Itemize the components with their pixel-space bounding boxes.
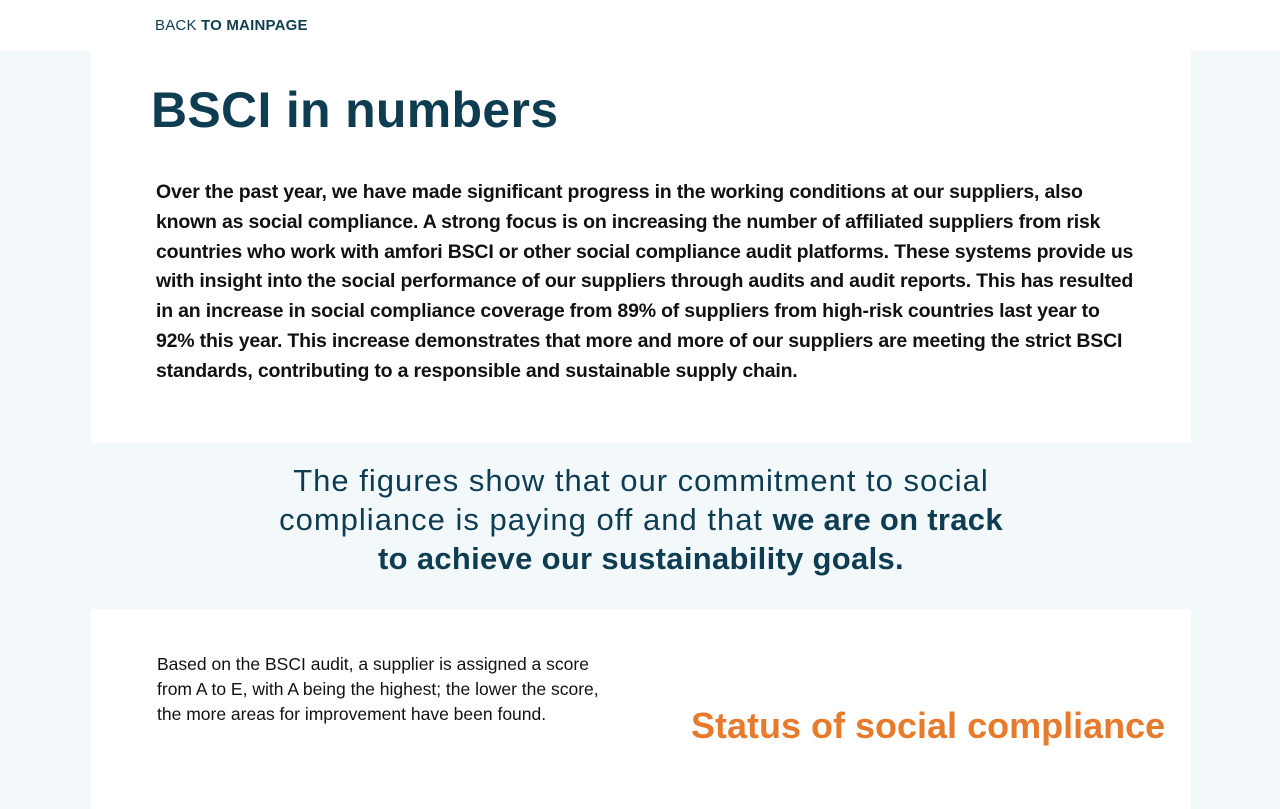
score-section	[91, 609, 1191, 809]
quote-light: The figures show that our commitment to social compliance is paying off and that	[279, 463, 989, 537]
back-bold: TO MAINPAGE	[201, 17, 308, 34]
back-to-mainpage-link[interactable]	[155, 17, 308, 34]
section-heading: Status of social compliance	[691, 705, 1166, 746]
back-prefix: BACK	[155, 17, 197, 34]
intro-paragraph: Over the past year, we have made significant progress in the working conditions at our suppliers, also known as social compliance. A strong focus is on increasing the number of affiliated suppliers from risk countries who work with amfori BSCI or other social compliance audit platforms. These systems provide us with insight into the social performance of our suppliers through audits and audit reports. This has resulted in an increase in social compliance coverage from 89% of suppliers from high-risk countries last year to 92% this year. This increase demonstrates that more and more of our suppliers are meeting the strict BSCI standards, contributing to a responsible and sustainable supply chain.	[156, 181, 1134, 382]
page-title: BSCI in numbers	[151, 82, 559, 138]
quote-bold: we are on track to achieve our sustainability goals.	[378, 502, 1003, 576]
quote-text	[261, 461, 1021, 578]
score-description: Based on the BSCI audit, a supplier is assigned a score from A to E, with A being the highest; the lower the score, the more areas for improvement have been found.	[157, 654, 599, 724]
top-bar	[0, 0, 1280, 51]
intro-card	[91, 51, 1191, 443]
quote-banner	[91, 443, 1191, 609]
